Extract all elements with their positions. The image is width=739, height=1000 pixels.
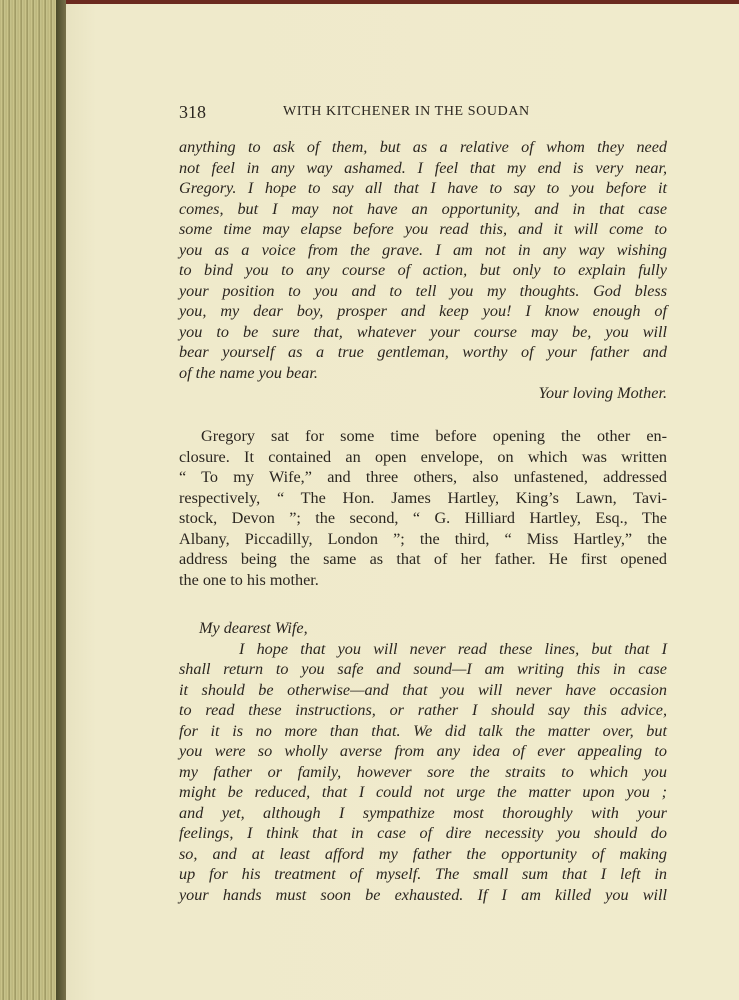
text-line: your hands must soon be exhausted. If I am killed you will: [179, 885, 667, 904]
text-line: some time may elapse before you read this, and it will come to: [179, 220, 667, 238]
text-line: Gregory. I hope to say all that I have to say to you before it: [179, 179, 667, 197]
text-line: might be reduced, that I could not urge the matter upon you ;: [179, 783, 667, 801]
letter-salutation: My dearest Wife,: [199, 619, 308, 637]
page-number: 318: [179, 102, 206, 122]
text-line: comes, but I may not have an opportunity, and in that case: [179, 199, 667, 218]
text-line: the one to his mother.: [179, 570, 319, 589]
text-line: address being the same as that of her father. He first opened: [179, 550, 667, 568]
text-line: “ To my Wife,” and three others, also unfastened, addressed: [179, 468, 667, 486]
text-line: Albany, Piccadilly, London ”; the third, “ Miss Hartley,” the: [179, 529, 667, 548]
text-line: your position to you and to tell you my thoughts. God bless: [179, 281, 667, 300]
text-line: for it is no more than that. We did talk the matter over, but: [179, 721, 667, 740]
text-line: Gregory sat for some time before opening the other en-: [201, 427, 667, 445]
text-line: up for his treatment of myself. The small sum that I left in: [179, 865, 667, 883]
text-line: you as a voice from the grave. I am not in any way wishing: [179, 240, 667, 259]
book-page: [66, 4, 739, 1000]
running-title: WITH KITCHENER IN THE SOUDAN: [283, 104, 530, 119]
text-line: to read these instructions, or rather I should say this advice,: [179, 701, 667, 719]
letter-from-father: [179, 618, 667, 905]
text-line: you, my dear boy, prosper and keep you! I know enough of: [179, 302, 667, 320]
text-line: shall return to you safe and sound—I am writing this in case: [179, 660, 667, 678]
text-line: to bind you to any course of action, but only to explain fully: [179, 261, 667, 279]
text-line: not feel in any way ashamed. I feel that my end is very near,: [179, 158, 667, 177]
text-line: bear yourself as a true gentleman, worthy of your father and: [179, 343, 667, 361]
text-line: respectively, “ The Hon. James Hartley, King’s Lawn, Tavi-: [179, 488, 667, 507]
text-line: so, and at least afford my father the opportunity of making: [179, 844, 667, 863]
text-line: and yet, although I sympathize most thoroughly with your: [179, 803, 667, 822]
text-line: my father or family, however sore the straits to which you: [179, 762, 667, 781]
text-line: anything to ask of them, but as a relative of whom they need: [179, 138, 667, 156]
text-line: closure. It contained an open envelope, on which was written: [179, 447, 667, 466]
text-line: it should be otherwise—and that you will never have occasion: [179, 680, 667, 699]
text-line: feelings, I think that in case of dire necessity you should do: [179, 824, 667, 842]
text-line: I hope that you will never read these lines, but that I: [239, 639, 667, 658]
letter-signature: Your loving Mother.: [538, 384, 667, 402]
book-page-edges: [0, 0, 66, 1000]
text-line: you were so wholly averse from any idea of ever appealing to: [179, 742, 667, 760]
narrative-paragraph: [179, 426, 667, 590]
letter-from-mother: [179, 137, 667, 404]
text-line: of the name you bear.: [179, 363, 318, 382]
text-line: stock, Devon ”; the second, “ G. Hilliard Hartley, Esq., The: [179, 509, 667, 527]
text-line: you to be sure that, whatever your course may be, you will: [179, 322, 667, 341]
